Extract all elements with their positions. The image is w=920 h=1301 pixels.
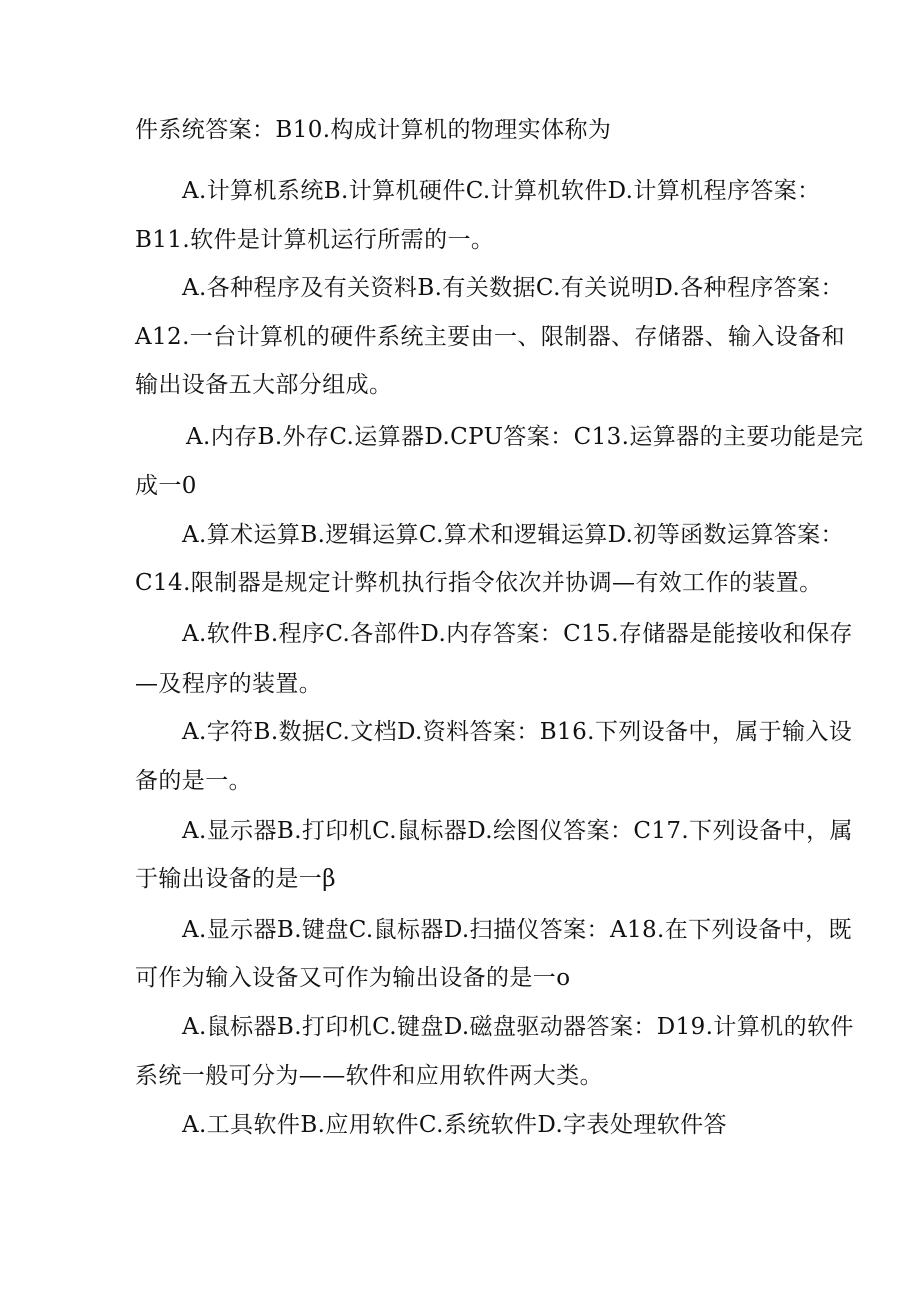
text-line-16: 于输出设备的是一β	[135, 866, 336, 892]
text-line-20: 系统一般可分为——软件和应用软件两大类。	[135, 1063, 603, 1089]
text-line-2: A.计算机系统B.计算机硬件C.计算机软件D.计算机程序答案：	[182, 178, 821, 204]
text-line-14: 备的是一。	[135, 768, 252, 794]
text-line-12: —及程序的装置。	[135, 671, 323, 697]
text-line-8: 成一0	[135, 473, 197, 499]
text-line-9: A.算术运算B.逻辑运算C.算术和逻辑运算D.初等函数运算答案：	[182, 522, 844, 548]
text-line-10: C14.限制器是规定计弊机执行指令依次并协调—有效工作的装置。	[135, 570, 823, 596]
text-line-19: A.鼠标器B.打印机C.键盘D.磁盘驱动器答案：D19.计算机的软件	[182, 1014, 854, 1040]
text-line-13: A.字符B.数据C.文档D.资料答案：B16.下列设备中，属于输入设	[182, 719, 853, 745]
text-line-11: A.软件B.程序C.各部件D.内存答案：C15.存储器是能接收和保存	[182, 621, 853, 647]
text-line-6: 输出设备五大部分组成。	[135, 372, 393, 398]
text-line-1: 件系统答案：B10.构成计算机的物理实体称为	[135, 117, 612, 143]
text-line-7: A.内存B.外存C.运算器D.CPU答案：C13.运算器的主要功能是完	[186, 424, 864, 450]
text-line-21: A.工具软件B.应用软件C.系统软件D.字表处理软件答	[182, 1112, 727, 1138]
text-line-17: A.显示器B.键盘C.鼠标器D.扫描仪答案：A18.在下列设备中，既	[182, 917, 852, 943]
text-line-4: A.各种程序及有关资料B.有关数据C.有关说明D.各种程序答案：	[182, 275, 844, 301]
text-line-3: B11.软件是计算机运行所需的一。	[135, 227, 495, 253]
text-line-5: A12.一台计算机的硬件系统主要由一、限制器、存储器、输入设备和	[135, 324, 845, 350]
text-line-18: 可作为输入设备又可作为输出设备的是一o	[135, 965, 571, 991]
text-line-15: A.显示器B.打印机C.鼠标器D.绘图仪答案：C17.下列设备中，属	[182, 818, 853, 844]
